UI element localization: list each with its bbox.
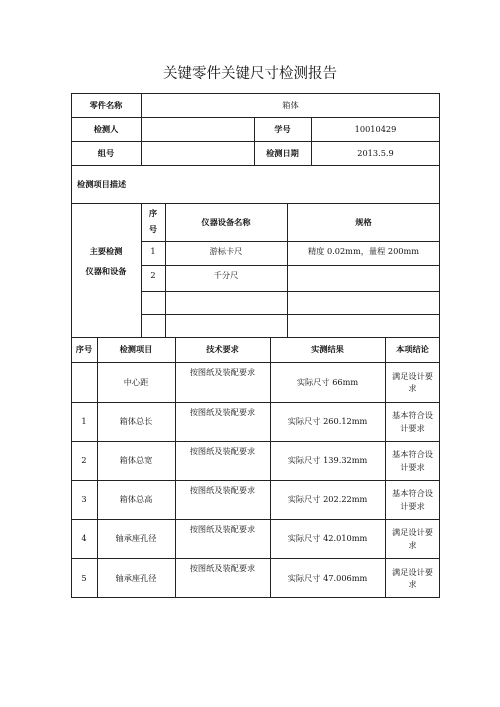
equipment-row-no: 1 — [150, 246, 156, 256]
result-row-requirement: 按图纸及装配要求 — [189, 524, 256, 534]
results-header-result: 实测结果 — [311, 344, 344, 355]
result-row-result[interactable]: 实际尺寸 202.22mm — [287, 494, 368, 505]
equipment-row-spec[interactable] — [287, 314, 440, 337]
equipment-col-name: 仪器设备名称 — [201, 216, 251, 227]
equipment-row-no — [141, 314, 165, 337]
result-row-result[interactable]: 实际尺寸 42.010mm — [287, 533, 368, 544]
equipment-row-no — [141, 291, 165, 314]
equipment-section-label — [71, 240, 141, 284]
result-row-no: 3 — [81, 494, 87, 505]
result-row-requirement: 按图纸及装配要求 — [189, 485, 256, 495]
result-row-conclusion[interactable]: 满足设计要求 — [392, 527, 433, 550]
result-row-no: 2 — [81, 455, 87, 466]
inspector-label: 检测人 — [93, 123, 119, 134]
equipment-row-spec[interactable] — [287, 265, 440, 291]
results-header-item: 检测项目 — [119, 344, 153, 355]
equipment-row-name[interactable] — [165, 314, 287, 337]
result-row-item: 箱体总宽 — [119, 455, 153, 466]
equipment-col-no-line1: 序 — [148, 208, 158, 219]
group-label: 组号 — [97, 147, 115, 158]
result-row-item: 箱体总高 — [119, 494, 153, 505]
equipment-label-line1: 主要检测 — [89, 246, 123, 257]
result-row-conclusion[interactable]: 基本符合设计要求 — [392, 449, 433, 472]
student-id-value[interactable]: 10010429 — [354, 123, 397, 134]
results-header-requirement: 技术要求 — [206, 344, 239, 355]
result-row-conclusion[interactable]: 基本符合设计要求 — [392, 488, 433, 511]
result-row-conclusion[interactable]: 基本符合设计要求 — [392, 410, 433, 433]
result-row-requirement: 按图纸及装配要求 — [189, 367, 256, 377]
equipment-col-no-line2: 号 — [148, 224, 158, 234]
result-row-no: 1 — [81, 416, 87, 427]
results-header-conclusion: 本项结论 — [396, 344, 429, 355]
result-row-item: 轴承座孔径 — [115, 572, 157, 583]
equipment-col-spec: 规格 — [355, 216, 372, 227]
equipment-row-name[interactable] — [165, 291, 287, 314]
inspector-value[interactable] — [141, 117, 254, 141]
result-row-requirement: 按图纸及装配要求 — [189, 407, 256, 417]
result-row-no: 5 — [81, 572, 87, 583]
result-row-no: 4 — [81, 533, 87, 544]
result-row-item: 轴承座孔径 — [115, 533, 157, 544]
equipment-label-line2: 仪器和设备 — [85, 266, 127, 276]
date-value[interactable]: 2013.5.9 — [357, 147, 394, 158]
date-label: 检测日期 — [266, 147, 299, 158]
equipment-row-no: 2 — [150, 270, 156, 280]
equipment-row-name[interactable]: 游标卡尺 — [209, 246, 243, 256]
result-row-requirement: 按图纸及装配要求 — [189, 446, 256, 456]
group-value[interactable] — [141, 141, 254, 165]
part-name-value[interactable]: 箱体 — [282, 99, 299, 110]
student-id-label: 学号 — [274, 123, 291, 134]
result-row-conclusion[interactable]: 满足设计要求 — [392, 566, 433, 589]
description-label: 检测项目描述 — [77, 178, 127, 189]
equipment-col-no — [141, 203, 165, 241]
result-row-requirement: 按图纸及装配要求 — [189, 563, 256, 573]
result-row-item: 中心距 — [123, 376, 149, 387]
result-row-conclusion[interactable]: 满足设计要求 — [392, 370, 433, 393]
equipment-row-spec[interactable] — [287, 291, 440, 314]
report-title: 关键零件关键尺寸检测报告 — [163, 66, 337, 82]
description-value[interactable] — [141, 165, 440, 203]
result-row-item: 箱体总长 — [119, 416, 153, 427]
result-row-result[interactable]: 实际尺寸 260.12mm — [287, 416, 368, 427]
equipment-row-spec[interactable]: 精度 0.02mm，量程 200mm — [307, 246, 420, 256]
result-row-result[interactable]: 实际尺寸 139.32mm — [287, 455, 368, 466]
results-header-no: 序号 — [75, 344, 93, 355]
result-row-result[interactable]: 实际尺寸 66mm — [296, 376, 359, 387]
part-name-label: 零件名称 — [89, 99, 123, 110]
result-row-no — [71, 362, 97, 402]
result-row-result[interactable]: 实际尺寸 47.006mm — [287, 572, 368, 583]
equipment-row-name[interactable]: 千分尺 — [213, 270, 239, 280]
